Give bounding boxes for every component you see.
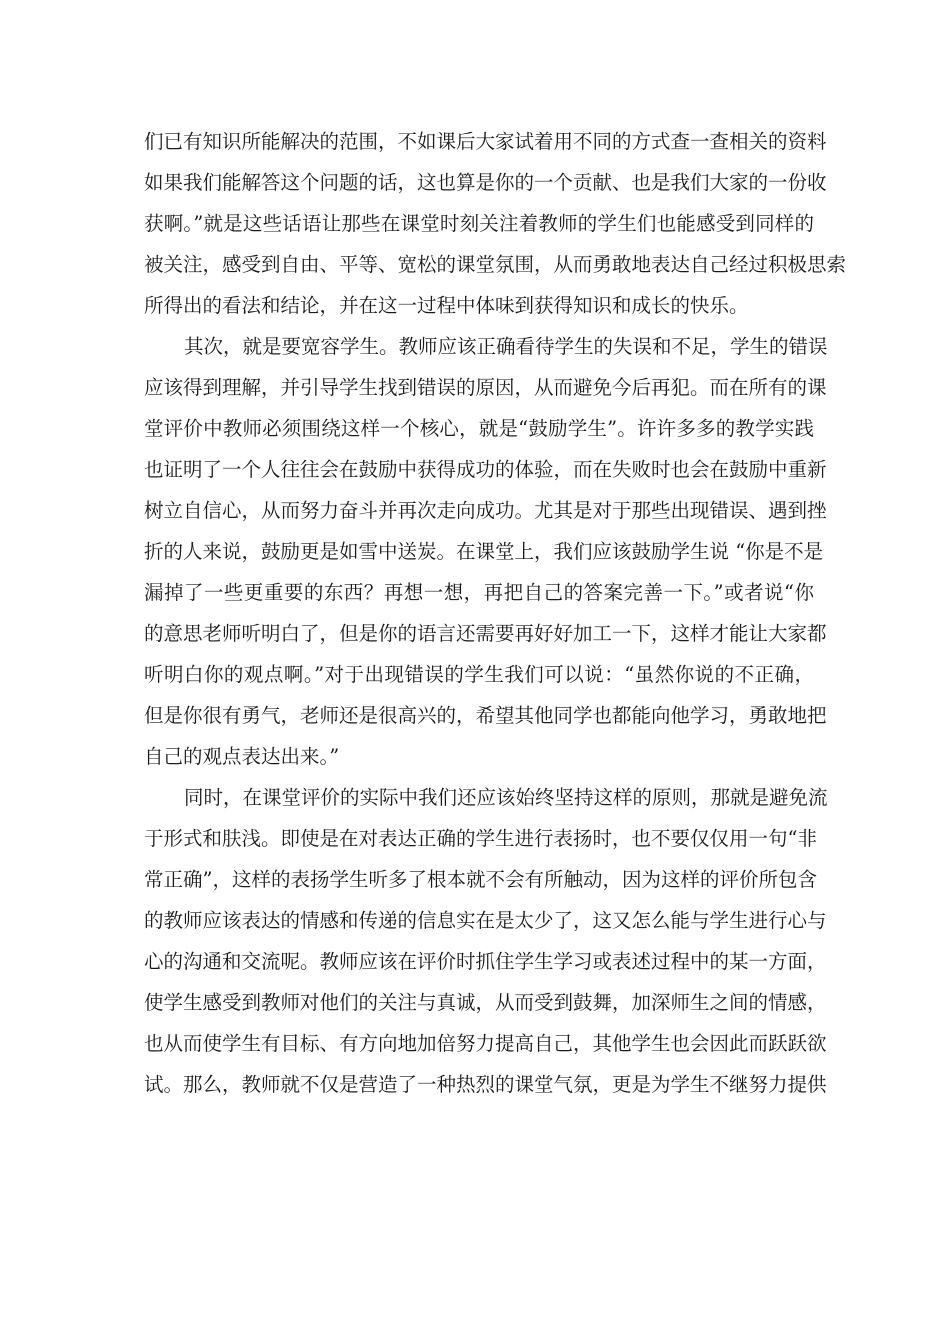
text-line: 试。那么，教师就不仅是营造了一种热烈的课堂气氛，更是为学生不继努力提供 — [144, 1073, 827, 1096]
text-line: 漏掉了一些更重要的东西？再想一想，再把自己的答案完善一下。”或者说“你 — [144, 581, 814, 604]
text-line: 听明白你的观点啊。”对于出现错误的学生我们可以说：“虽然你说的不正确， — [144, 663, 814, 686]
text-line: 自己的观点表达出来。” — [144, 745, 340, 768]
text-line: 也从而使学生有目标、有方向地加倍努力提高自己，其他学生也会因此而跃跃欲 — [144, 1032, 827, 1055]
text-line: 的意思老师听明白了，但是你的语言还需要再好好加工一下，这样才能让大家都 — [144, 622, 827, 645]
text-line: 所得出的看法和结论，并在这一过程中体味到获得知识和成长的快乐。 — [144, 294, 749, 317]
text-line: 心的沟通和交流呢。教师应该在评价时抓住学生学习或表述过程中的某一方面， — [144, 950, 827, 973]
paragraph-3 — [144, 777, 828, 1105]
paragraph-1 — [144, 121, 847, 326]
text-line: 折的人来说，鼓励更是如雪中送炭。在课堂上，我们应该鼓励学生说 “你是不是 — [144, 540, 824, 563]
text-line: 获啊。”就是这些话语让那些在课堂时刻关注着教师的学生们也能感受到同样的 — [144, 212, 814, 235]
text-line: 于形式和肤浅。即使是在对表达正确的学生进行表扬时，也不要仅仅用一句“非 — [144, 827, 817, 850]
text-line: 被关注，感受到自由、平等、宽松的课堂氛围，从而勇敢地表达自己经过积极思索 — [144, 253, 847, 276]
text-line: 但是你很有勇气，老师还是很高兴的，希望其他同学也都能向他学习，勇敢地把 — [144, 704, 827, 727]
document-body — [144, 121, 847, 1105]
text-line: 同时，在课堂评价的实际中我们还应该始终坚持这样的原则，那就是避免流 — [184, 786, 828, 809]
text-line: 使学生感受到教师对他们的关注与真诚，从而受到鼓舞，加深师生之间的情感， — [144, 991, 827, 1014]
text-line: 如果我们能解答这个问题的话，这也算是你的一个贡献、也是我们大家的一份收 — [144, 171, 827, 194]
text-line: 们已有知识所能解决的范围，不如课后大家试着用不同的方式查一查相关的资料 — [144, 130, 827, 153]
text-line: 堂评价中教师必须围绕这样一个核心，就是“鼓励学生”。许许多多的教学实践 — [144, 417, 814, 440]
text-line: 应该得到理解，并引导学生找到错误的原因，从而避免今后再犯。而在所有的课 — [144, 376, 827, 399]
text-line: 也证明了一个人往往会在鼓励中获得成功的体验，而在失败时也会在鼓励中重新 — [144, 458, 827, 481]
text-line: 的教师应该表达的情感和传递的信息实在是太少了，这又怎么能与学生进行心与 — [144, 909, 827, 932]
text-line: 常正确”，这样的表扬学生听多了根本就不会有所触动，因为这样的评价所包含 — [144, 868, 817, 891]
text-line: 树立自信心，从而努力奋斗并再次走向成功。尤其是对于那些出现错误、遇到挫 — [144, 499, 827, 522]
text-line: 其次，就是要宽容学生。教师应该正确看待学生的失误和不足，学生的错误 — [184, 335, 828, 358]
paragraph-2 — [144, 326, 828, 777]
